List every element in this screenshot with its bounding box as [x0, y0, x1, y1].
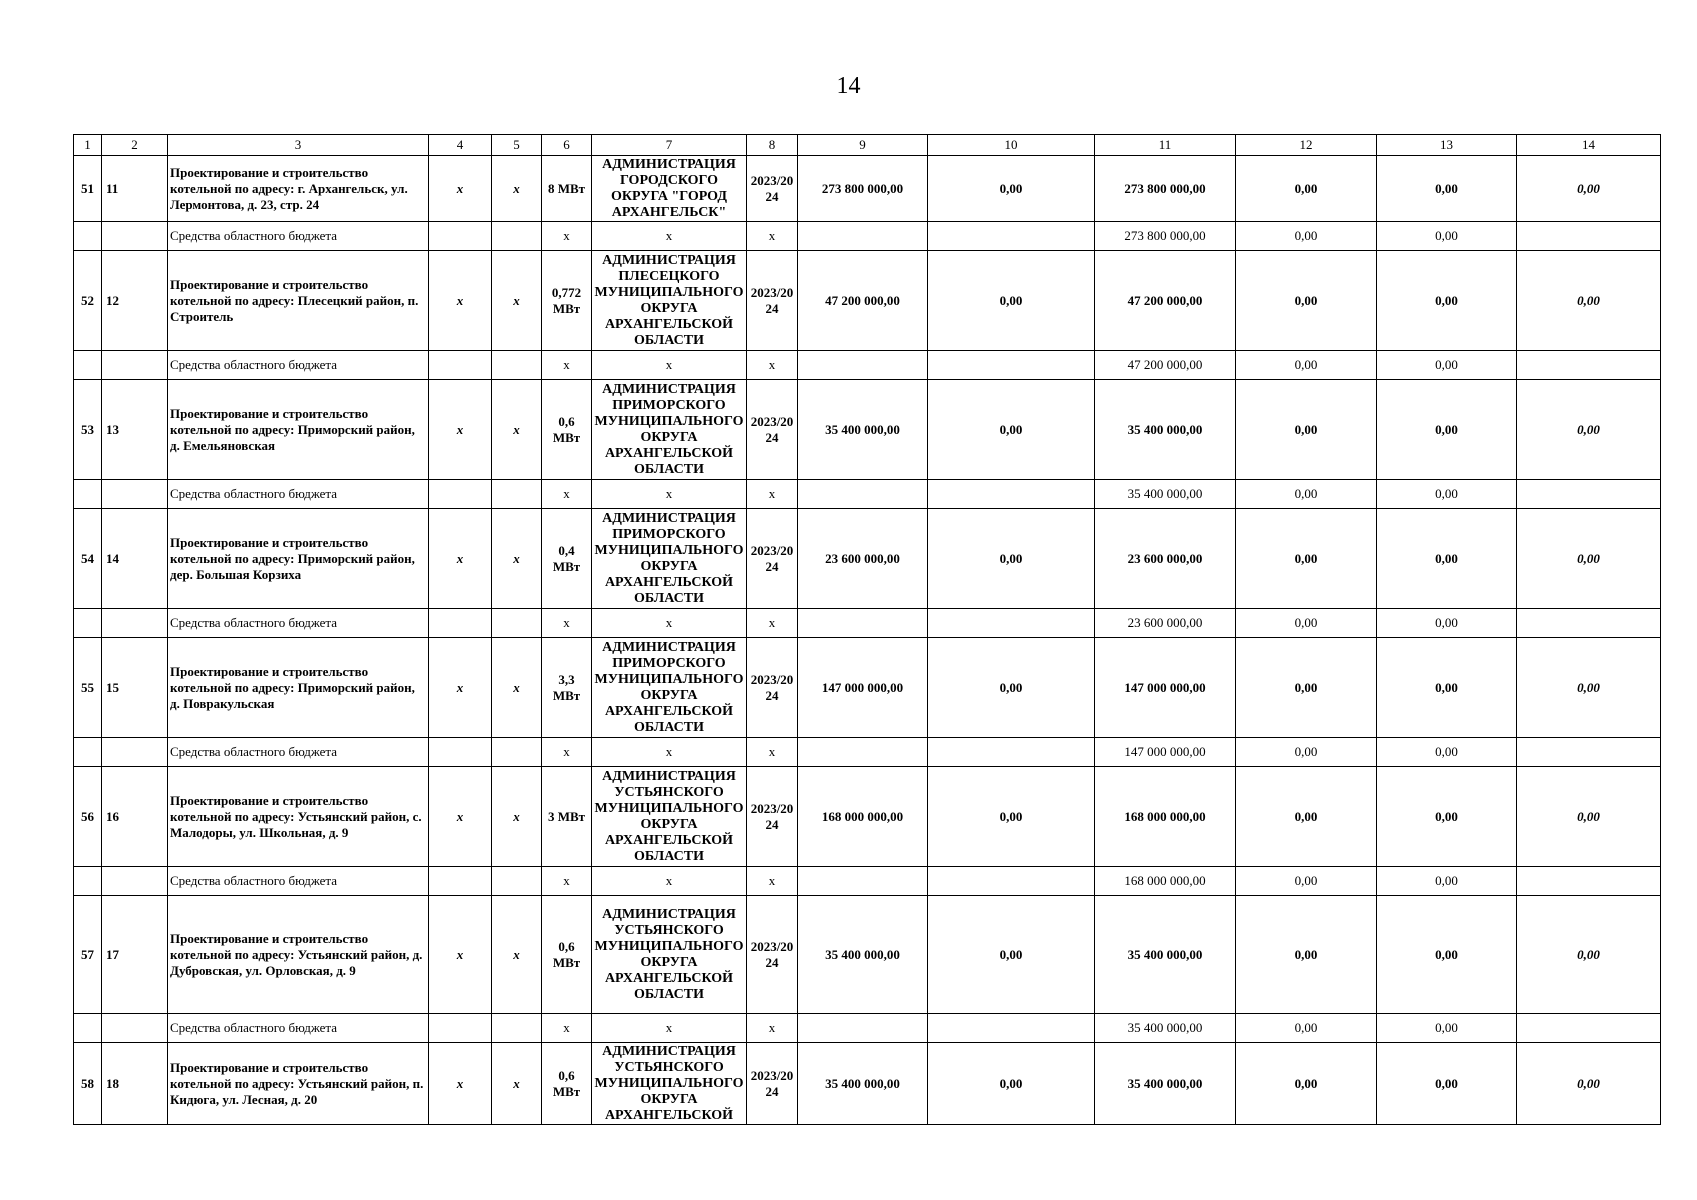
- empty-cell: [492, 1014, 542, 1043]
- amount-col11: 47 200 000,00: [1095, 251, 1236, 351]
- funding-source: Средства областного бюджета: [168, 1014, 429, 1043]
- table-row: [74, 156, 1661, 222]
- amount-col12: 0,00: [1236, 156, 1377, 222]
- empty-cell: [928, 351, 1095, 380]
- amount-col11: 35 400 000,00: [1095, 380, 1236, 480]
- cell-col6: х: [542, 867, 592, 896]
- amount-col11: 168 000 000,00: [1095, 867, 1236, 896]
- empty-cell: [102, 609, 168, 638]
- empty-cell: [928, 867, 1095, 896]
- amount-col12: 0,00: [1236, 738, 1377, 767]
- row-number: 54: [74, 509, 102, 609]
- row-number: 56: [74, 767, 102, 867]
- empty-cell: [798, 351, 928, 380]
- funding-source: Средства областного бюджета: [168, 867, 429, 896]
- empty-cell: [74, 609, 102, 638]
- amount-col14: 0,00: [1517, 896, 1661, 1014]
- capacity: 0,6 МВт: [542, 896, 592, 1014]
- table-row: [74, 767, 1661, 867]
- amount-col11: 168 000 000,00: [1095, 767, 1236, 867]
- responsible-org: АДМИНИСТРАЦИЯ УСТЬЯНСКОГО МУНИЦИПАЛЬНОГО ОКРУГА АРХАНГЕЛЬСКОЙ ОБЛАСТИ: [592, 896, 747, 1014]
- amount-col10: 0,00: [928, 896, 1095, 1014]
- table-row-subtotal: [74, 222, 1661, 251]
- amount-col11: 273 800 000,00: [1095, 156, 1236, 222]
- amount-col10: 0,00: [928, 509, 1095, 609]
- cell-col6: х: [542, 480, 592, 509]
- amount-col9: 147 000 000,00: [798, 638, 928, 738]
- capacity: 0,4 МВт: [542, 509, 592, 609]
- item-number: 11: [102, 156, 168, 222]
- table-row-subtotal: [74, 1014, 1661, 1043]
- empty-cell: [492, 867, 542, 896]
- amount-col13: 0,00: [1377, 738, 1517, 767]
- empty-cell: [928, 222, 1095, 251]
- amount-col13: 0,00: [1377, 867, 1517, 896]
- cell-col5: х: [492, 896, 542, 1014]
- period: 2023/20 24: [747, 1043, 798, 1125]
- table-row: [74, 251, 1661, 351]
- empty-cell: [102, 867, 168, 896]
- table-row: [74, 896, 1661, 1014]
- empty-cell: [429, 738, 492, 767]
- cell-col8: х: [747, 480, 798, 509]
- responsible-org: АДМИНИСТРАЦИЯ ПРИМОРСКОГО МУНИЦИПАЛЬНОГО ОКРУГА АРХАНГЕЛЬСКОЙ ОБЛАСТИ: [592, 638, 747, 738]
- period: 2023/20 24: [747, 638, 798, 738]
- object-name: Проектирование и строительство котельной по адресу: Приморский район, д. Повракульская: [168, 638, 429, 738]
- column-header: 13: [1377, 135, 1517, 156]
- amount-col12: 0,00: [1236, 509, 1377, 609]
- amount-col12: 0,00: [1236, 251, 1377, 351]
- object-name: Проектирование и строительство котельной по адресу: Устьянский район, п. Кидюга, ул. Лесная, д. 20: [168, 1043, 429, 1125]
- cell-col4: х: [429, 1043, 492, 1125]
- period: 2023/20 24: [747, 380, 798, 480]
- item-number: 16: [102, 767, 168, 867]
- table-row: [74, 638, 1661, 738]
- cell-col7: х: [592, 738, 747, 767]
- cell-col8: х: [747, 609, 798, 638]
- empty-cell: [492, 738, 542, 767]
- period: 2023/20 24: [747, 767, 798, 867]
- column-header: 7: [592, 135, 747, 156]
- table-row-subtotal: [74, 867, 1661, 896]
- amount-col13: 0,00: [1377, 767, 1517, 867]
- empty-cell: [102, 222, 168, 251]
- empty-cell: [928, 738, 1095, 767]
- period: 2023/20 24: [747, 251, 798, 351]
- cell-col7: х: [592, 351, 747, 380]
- empty-cell: [429, 609, 492, 638]
- item-number: 13: [102, 380, 168, 480]
- column-number-row: [74, 135, 1661, 156]
- column-header: 6: [542, 135, 592, 156]
- amount-col9: 23 600 000,00: [798, 509, 928, 609]
- amount-col11: 147 000 000,00: [1095, 738, 1236, 767]
- column-header: 4: [429, 135, 492, 156]
- empty-cell: [102, 738, 168, 767]
- empty-cell: [429, 351, 492, 380]
- amount-col14: 0,00: [1517, 380, 1661, 480]
- cell-col4: х: [429, 509, 492, 609]
- table-row-subtotal: [74, 738, 1661, 767]
- cell-col6: х: [542, 222, 592, 251]
- column-header: 5: [492, 135, 542, 156]
- row-number: 57: [74, 896, 102, 1014]
- row-number: 58: [74, 1043, 102, 1125]
- empty-cell: [492, 222, 542, 251]
- cell-col5: х: [492, 380, 542, 480]
- column-header: 3: [168, 135, 429, 156]
- empty-cell: [798, 738, 928, 767]
- amount-col9: 273 800 000,00: [798, 156, 928, 222]
- cell-col6: х: [542, 609, 592, 638]
- empty-cell: [1517, 351, 1661, 380]
- empty-cell: [74, 1014, 102, 1043]
- amount-col13: 0,00: [1377, 509, 1517, 609]
- cell-col6: х: [542, 738, 592, 767]
- amount-col12: 0,00: [1236, 1014, 1377, 1043]
- amount-col10: 0,00: [928, 251, 1095, 351]
- amount-col9: 35 400 000,00: [798, 1043, 928, 1125]
- cell-col7: х: [592, 609, 747, 638]
- empty-cell: [429, 222, 492, 251]
- object-name: Проектирование и строительство котельной по адресу: Устьянский район, д. Дубровская, ул. Орловская, д. 9: [168, 896, 429, 1014]
- empty-cell: [798, 867, 928, 896]
- responsible-org: АДМИНИСТРАЦИЯ ПЛЕСЕЦКОГО МУНИЦИПАЛЬНОГО ОКРУГА АРХАНГЕЛЬСКОЙ ОБЛАСТИ: [592, 251, 747, 351]
- amount-col12: 0,00: [1236, 896, 1377, 1014]
- amount-col11: 35 400 000,00: [1095, 1043, 1236, 1125]
- item-number: 14: [102, 509, 168, 609]
- amount-col10: 0,00: [928, 380, 1095, 480]
- cell-col4: х: [429, 251, 492, 351]
- period: 2023/20 24: [747, 156, 798, 222]
- table-row: [74, 380, 1661, 480]
- period: 2023/20 24: [747, 896, 798, 1014]
- empty-cell: [1517, 1014, 1661, 1043]
- empty-cell: [429, 867, 492, 896]
- amount-col11: 47 200 000,00: [1095, 351, 1236, 380]
- capacity: 3 МВт: [542, 767, 592, 867]
- cell-col7: х: [592, 222, 747, 251]
- empty-cell: [74, 738, 102, 767]
- row-number: 52: [74, 251, 102, 351]
- capacity: 0,6 МВт: [542, 1043, 592, 1125]
- cell-col7: х: [592, 480, 747, 509]
- row-number: 55: [74, 638, 102, 738]
- empty-cell: [1517, 609, 1661, 638]
- period: 2023/20 24: [747, 509, 798, 609]
- cell-col8: х: [747, 222, 798, 251]
- cell-col4: х: [429, 896, 492, 1014]
- amount-col11: 147 000 000,00: [1095, 638, 1236, 738]
- amount-col12: 0,00: [1236, 380, 1377, 480]
- amount-col12: 0,00: [1236, 222, 1377, 251]
- amount-col11: 35 400 000,00: [1095, 480, 1236, 509]
- cell-col8: х: [747, 351, 798, 380]
- cell-col7: х: [592, 867, 747, 896]
- cell-col8: х: [747, 738, 798, 767]
- cell-col5: х: [492, 767, 542, 867]
- cell-col5: х: [492, 251, 542, 351]
- amount-col11: 35 400 000,00: [1095, 896, 1236, 1014]
- cell-col4: х: [429, 380, 492, 480]
- table-row-subtotal: [74, 351, 1661, 380]
- amount-col10: 0,00: [928, 1043, 1095, 1125]
- table-row: [74, 509, 1661, 609]
- cell-col8: х: [747, 1014, 798, 1043]
- empty-cell: [798, 609, 928, 638]
- cell-col5: х: [492, 1043, 542, 1125]
- amount-col13: 0,00: [1377, 222, 1517, 251]
- amount-col13: 0,00: [1377, 609, 1517, 638]
- table-row-subtotal: [74, 609, 1661, 638]
- capacity: 0,772 МВт: [542, 251, 592, 351]
- item-number: 15: [102, 638, 168, 738]
- capacity: 3,3 МВт: [542, 638, 592, 738]
- empty-cell: [429, 480, 492, 509]
- column-header: 9: [798, 135, 928, 156]
- object-name: Проектирование и строительство котельной по адресу: Устьянский район, с. Малодоры, ул. Школьная, д. 9: [168, 767, 429, 867]
- amount-col10: 0,00: [928, 638, 1095, 738]
- empty-cell: [74, 480, 102, 509]
- empty-cell: [102, 1014, 168, 1043]
- empty-cell: [798, 1014, 928, 1043]
- column-header: 1: [74, 135, 102, 156]
- cell-col5: х: [492, 509, 542, 609]
- item-number: 12: [102, 251, 168, 351]
- object-name: Проектирование и строительство котельной по адресу: Плесецкий район, п. Строитель: [168, 251, 429, 351]
- column-header: 2: [102, 135, 168, 156]
- empty-cell: [102, 480, 168, 509]
- empty-cell: [1517, 480, 1661, 509]
- amount-col9: 47 200 000,00: [798, 251, 928, 351]
- column-header: 11: [1095, 135, 1236, 156]
- empty-cell: [492, 609, 542, 638]
- cell-col7: х: [592, 1014, 747, 1043]
- amount-col14: 0,00: [1517, 1043, 1661, 1125]
- amount-col14: 0,00: [1517, 509, 1661, 609]
- amount-col11: 23 600 000,00: [1095, 509, 1236, 609]
- amount-col11: 273 800 000,00: [1095, 222, 1236, 251]
- amount-col12: 0,00: [1236, 609, 1377, 638]
- column-header: 14: [1517, 135, 1661, 156]
- capacity: 8 МВт: [542, 156, 592, 222]
- object-name: Проектирование и строительство котельной по адресу: Приморский район, дер. Большая Корзиха: [168, 509, 429, 609]
- amount-col10: 0,00: [928, 767, 1095, 867]
- empty-cell: [928, 1014, 1095, 1043]
- amount-col13: 0,00: [1377, 251, 1517, 351]
- cell-col4: х: [429, 638, 492, 738]
- cell-col6: х: [542, 1014, 592, 1043]
- funding-source: Средства областного бюджета: [168, 351, 429, 380]
- empty-cell: [74, 351, 102, 380]
- amount-col12: 0,00: [1236, 867, 1377, 896]
- funding-source: Средства областного бюджета: [168, 738, 429, 767]
- cell-col4: х: [429, 156, 492, 222]
- amount-col13: 0,00: [1377, 351, 1517, 380]
- amount-col12: 0,00: [1236, 767, 1377, 867]
- amount-col9: 35 400 000,00: [798, 896, 928, 1014]
- column-header: 8: [747, 135, 798, 156]
- amount-col13: 0,00: [1377, 1014, 1517, 1043]
- row-number: 51: [74, 156, 102, 222]
- responsible-org: АДМИНИСТРАЦИЯ УСТЬЯНСКОГО МУНИЦИПАЛЬНОГО ОКРУГА АРХАНГЕЛЬСКОЙ ОБЛАСТИ: [592, 767, 747, 867]
- amount-col14: 0,00: [1517, 638, 1661, 738]
- amount-col13: 0,00: [1377, 896, 1517, 1014]
- item-number: 18: [102, 1043, 168, 1125]
- empty-cell: [798, 480, 928, 509]
- empty-cell: [492, 351, 542, 380]
- amount-col12: 0,00: [1236, 480, 1377, 509]
- empty-cell: [429, 1014, 492, 1043]
- empty-cell: [1517, 867, 1661, 896]
- cell-col5: х: [492, 156, 542, 222]
- column-header: 10: [928, 135, 1095, 156]
- amount-col12: 0,00: [1236, 351, 1377, 380]
- amount-col10: 0,00: [928, 156, 1095, 222]
- empty-cell: [798, 222, 928, 251]
- cell-col6: х: [542, 351, 592, 380]
- amount-col12: 0,00: [1236, 1043, 1377, 1125]
- capacity: 0,6 МВт: [542, 380, 592, 480]
- empty-cell: [492, 480, 542, 509]
- amount-col14: 0,00: [1517, 251, 1661, 351]
- empty-cell: [74, 867, 102, 896]
- funding-source: Средства областного бюджета: [168, 480, 429, 509]
- amount-col12: 0,00: [1236, 638, 1377, 738]
- amount-col9: 168 000 000,00: [798, 767, 928, 867]
- empty-cell: [1517, 738, 1661, 767]
- empty-cell: [1517, 222, 1661, 251]
- amount-col11: 23 600 000,00: [1095, 609, 1236, 638]
- amount-col13: 0,00: [1377, 480, 1517, 509]
- amount-col14: 0,00: [1517, 156, 1661, 222]
- responsible-org: АДМИНИСТРАЦИЯ ПРИМОРСКОГО МУНИЦИПАЛЬНОГО ОКРУГА АРХАНГЕЛЬСКОЙ ОБЛАСТИ: [592, 380, 747, 480]
- item-number: 17: [102, 896, 168, 1014]
- amount-col13: 0,00: [1377, 380, 1517, 480]
- empty-cell: [928, 480, 1095, 509]
- amount-col9: 35 400 000,00: [798, 380, 928, 480]
- amount-col13: 0,00: [1377, 1043, 1517, 1125]
- amount-col14: 0,00: [1517, 767, 1661, 867]
- amount-col13: 0,00: [1377, 638, 1517, 738]
- amount-col11: 35 400 000,00: [1095, 1014, 1236, 1043]
- row-number: 53: [74, 380, 102, 480]
- empty-cell: [928, 609, 1095, 638]
- empty-cell: [102, 351, 168, 380]
- amount-col13: 0,00: [1377, 156, 1517, 222]
- responsible-org: АДМИНИСТРАЦИЯ ГОРОДСКОГО ОКРУГА "ГОРОД АРХАНГЕЛЬСК": [592, 156, 747, 222]
- cell-col8: х: [747, 867, 798, 896]
- page-number: 14: [836, 73, 861, 99]
- column-header: 12: [1236, 135, 1377, 156]
- table-row: [74, 1043, 1661, 1125]
- funding-source: Средства областного бюджета: [168, 609, 429, 638]
- cell-col5: х: [492, 638, 542, 738]
- object-name: Проектирование и строительство котельной по адресу: Приморский район, д. Емельяновская: [168, 380, 429, 480]
- cell-col4: х: [429, 767, 492, 867]
- funding-source: Средства областного бюджета: [168, 222, 429, 251]
- empty-cell: [74, 222, 102, 251]
- budget-table: [73, 134, 1661, 1125]
- responsible-org: АДМИНИСТРАЦИЯ ПРИМОРСКОГО МУНИЦИПАЛЬНОГО ОКРУГА АРХАНГЕЛЬСКОЙ ОБЛАСТИ: [592, 509, 747, 609]
- responsible-org: АДМИНИСТРАЦИЯ УСТЬЯНСКОГО МУНИЦИПАЛЬНОГО ОКРУГА АРХАНГЕЛЬСКОЙ: [592, 1043, 747, 1125]
- object-name: Проектирование и строительство котельной по адресу: г. Архангельск, ул. Лермонтова, д. 23, стр. 24: [168, 156, 429, 222]
- table-row-subtotal: [74, 480, 1661, 509]
